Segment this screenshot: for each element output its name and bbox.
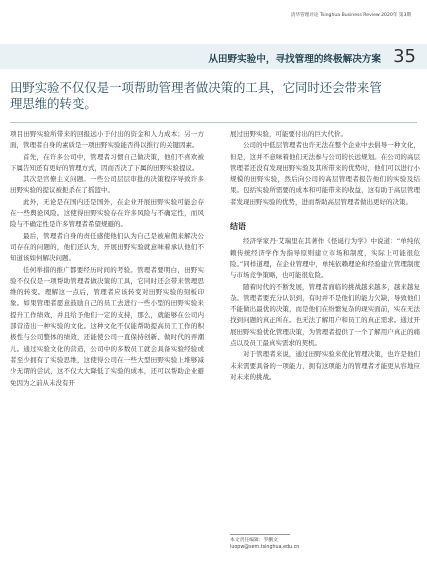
right-column — [230, 129, 420, 383]
left-column — [10, 129, 204, 389]
editor-credit — [230, 537, 299, 551]
paragraph: 随着时代的不断发展，管理者面临的挑战越来越多，越来越复杂。管理者要充分认识到，有时并不是他们的能力欠缺，导致他们不能做出最优的决策，而是他们在纷繁复杂的现实面前，实在无法找到问题的真正所在。也无法了解用户和员工的真正需求。通过开展田野实验优化管理决策，为管理者提供了一个了解用户真正的痛点以及员工最真实需求的契机。 — [230, 282, 420, 348]
paragraph: 其次是官僚主义问题。一些公司层层审批的决策程序导致许多田野实验的提议被扼杀在了摇篮中。 — [10, 175, 204, 195]
page-number: 35 — [393, 46, 416, 67]
paragraph: 首先，在许多公司中，管理者习惯自己做决策，他们不喜欢被下属告知还有更好的管理方式，因而否决了下属的田野实验提议。 — [10, 152, 204, 172]
editor-email: luopw@sem.tsinghua.edu.cn — [230, 545, 300, 550]
paragraph: 此外，无论是在国内还是国外，在企业开展田野实验可能会存在一些舆论风险。这使得田野实验存在许多风险与不确定性，而风险与不确定性是许多管理者希望规避的。 — [10, 197, 204, 229]
paragraph: 对于管理者来说，通过田野实验来优化管理决策，也许是他们未来需要具备的一项能力，拥有这项能力的管理者才能更从容地应对未来的挑战。 — [230, 350, 420, 381]
paragraph: 展过田野实验，可能要付出的巨大代价。 — [230, 130, 347, 138]
conclusion-heading: 结语 — [230, 222, 246, 232]
paragraph: 经济学家丹·艾瑞里在其著作《怪诞行为学》中说道：“单纯依赖传统经济学作为指导原则建立市场和制度，实际上可能很危险。”同样道理，在企业管理中，单纯依赖理论和经验建立管理制度与市场竞争策略，也可能很危险。 — [230, 237, 420, 280]
paragraph: 任何举措的推广都要经历时间的考验。管理者要明白，田野实验不仅仅是一项帮助管理者做决策的工具，它同时还会带来管理思维的转变。理解这一点后，管理者应该转变对田野实验的刻板印象。如果管理者愿意鼓励自己的员工去进行一些小型的田野实验来提升工作绩效，并且给予他们一定的支持，那么，就能够在公司内部营造出一种实验的文化。这种文化不仅能帮助提高员工工作的积极性与公司整体的绩效，还能使公司一直保持创新、做时代的弄潮儿。通过实验文化的营造，公司中的多数员工就会具备实验经验或者至少拥有了实验思维，这使得公司在一些大型田野实验上堆够减少无谓的尝试，这不仅大大降低了实验的成本，还可以帮助企业避免因为之前从未没有开 — [10, 265, 204, 387]
journal-header: 清华管理评论 Tsinghua Business Review 2020年 第3期 — [290, 13, 411, 18]
divider — [10, 122, 417, 123]
paragraph: 公司的中低层管理者也许无法在整个企业中去倡导一种文化，但是，这并不意味着他们无法参与公司的长远规划。在公司的高层管理者还没有发现田野实验及其所带来的优势时，他们可以进行小规模的田野实验，然后向公司的高层管理者报告他们的实验及结果。包括实验所需要的成本和可能带来的收益，这有助于高层管理者发现田野实验的优势，进而帮助高层管理者做出更好的决策。 — [230, 141, 420, 206]
section-title: 从田野实验中，寻找管理的终极解决方案 — [208, 54, 381, 65]
editor-divider — [230, 534, 290, 535]
pull-quote: 田野实验不仅仅是一项帮助管理者做决策的工具，它同时还会带来管理思维的转变。 — [10, 80, 382, 111]
paragraph: 项目田野实验所带来的回报远小于付出的资金和人力成本；另一方面，管理者自身的素质是一项田野实验能否得以推行的关键因素。 — [10, 130, 204, 150]
paragraph: 最后，管理者自身的责任感使他们认为自己是被雇佣来解决公司存在的问题的，他们还认为，开展田野实验就意味着承认他们不知道该如何解决问题。 — [10, 231, 204, 263]
editor-name: 本文责任编辑：罗鹏文 — [230, 538, 278, 543]
